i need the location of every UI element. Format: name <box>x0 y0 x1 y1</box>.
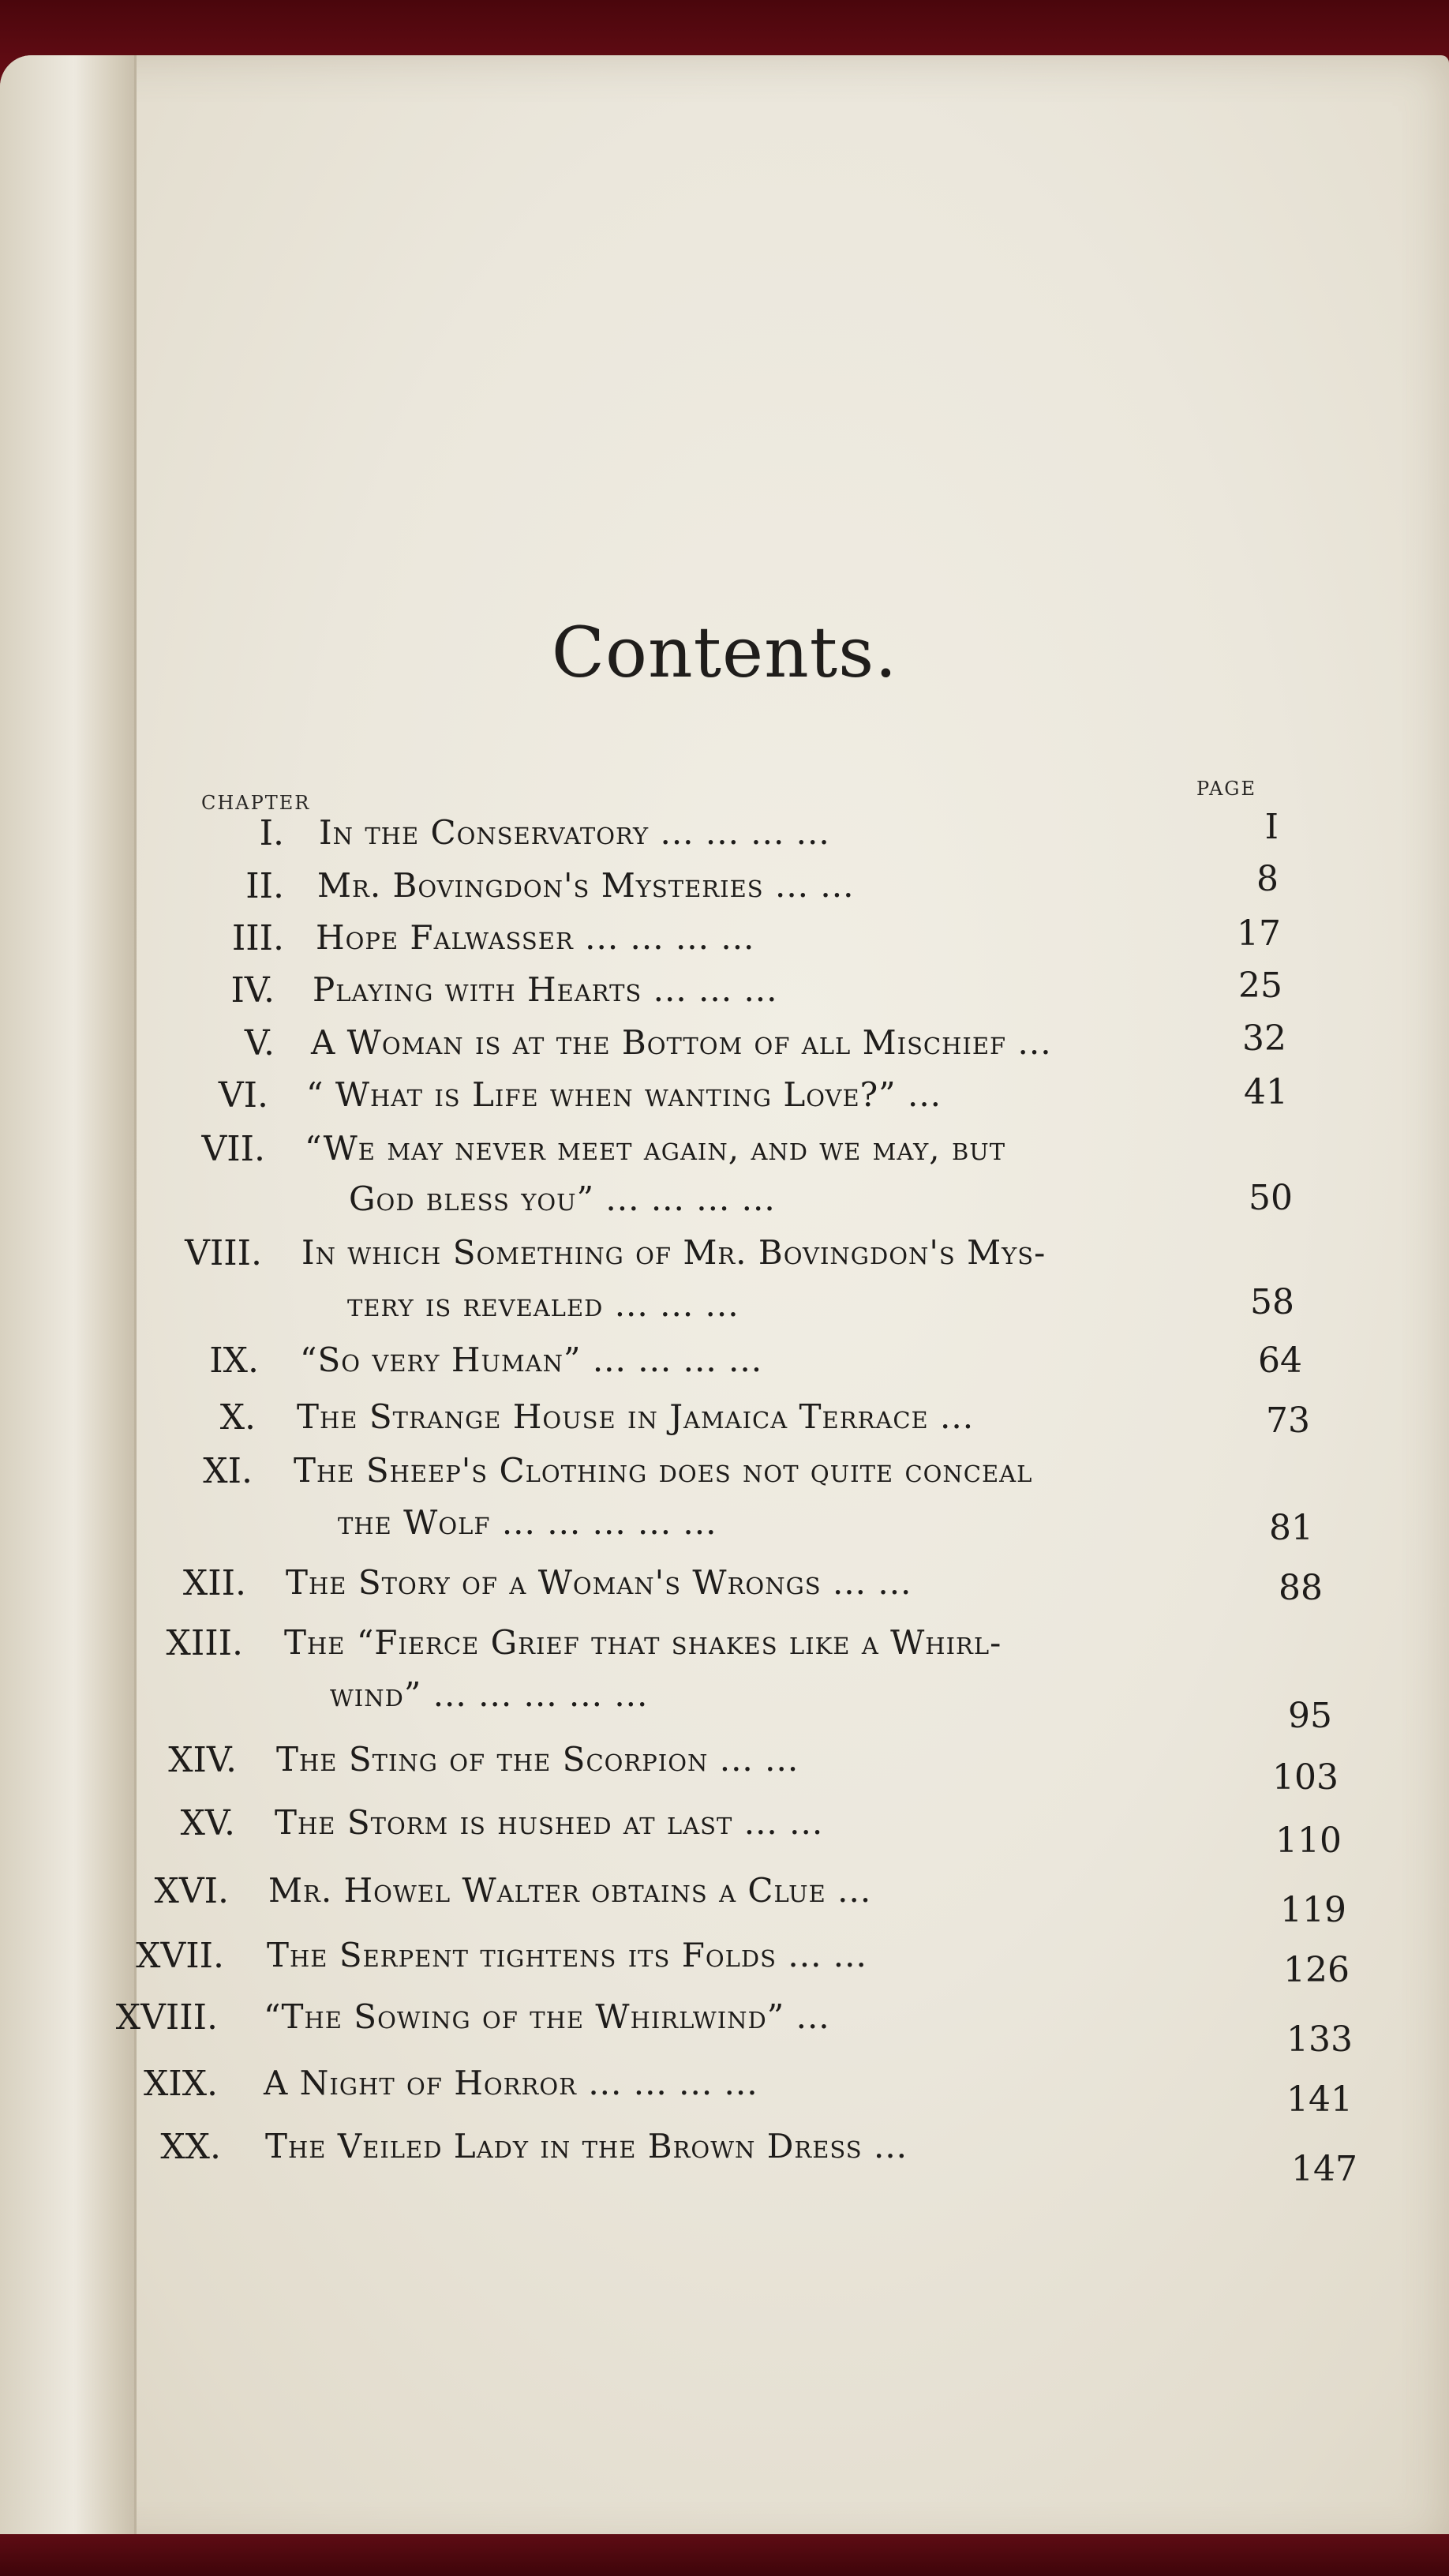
page-number: 103 <box>1272 1757 1339 1798</box>
page-number: 141 <box>1286 2079 1353 2120</box>
page-number: 147 <box>1291 2149 1357 2189</box>
chapter-number: XIII. <box>166 1623 243 1663</box>
chapter-title: The Veiled Lady in the Brown Dress ... <box>265 2127 908 2165</box>
chapter-title-continued: the Wolf ... ... ... ... ... <box>338 1503 717 1542</box>
chapter-number: XIV. <box>168 1740 237 1780</box>
page-number: 50 <box>1249 1178 1293 1218</box>
chapter-number: XI. <box>203 1451 253 1491</box>
chapter-title: The Storm is hushed at last ... ... <box>275 1803 824 1842</box>
chapter-number: V. <box>244 1023 275 1063</box>
page-number: 64 <box>1258 1340 1302 1381</box>
chapter-title: “So very Human” ... ... ... ... <box>300 1340 763 1379</box>
chapter-number: I. <box>259 813 284 853</box>
page-number: 41 <box>1244 1072 1288 1112</box>
chapter-column-label: CHAPTER <box>201 792 311 814</box>
chapter-title: The Serpent tightens its Folds ... ... <box>267 1936 867 1974</box>
page-number: 126 <box>1283 1950 1350 1990</box>
page-number: 95 <box>1288 1696 1332 1736</box>
chapter-title-continued: God bless you” ... ... ... ... <box>349 1179 776 1218</box>
chapter-title: Hope Falwasser ... ... ... ... <box>316 918 755 957</box>
page-number: 17 <box>1237 913 1281 954</box>
chapter-title: In which Something of Mr. Bovingdon's Mys- <box>301 1233 1046 1272</box>
chapter-title: The “Fierce Grief that shakes like a Whirl- <box>284 1623 1002 1662</box>
chapter-title: “We may never meet again, and we may, but <box>305 1129 1006 1168</box>
chapter-number: IV. <box>230 970 275 1011</box>
chapter-title-continued: wind” ... ... ... ... ... <box>330 1675 649 1714</box>
page-number: 25 <box>1238 966 1282 1006</box>
page-number: 133 <box>1286 2019 1353 2060</box>
chapter-title: The Sting of the Scorpion ... ... <box>276 1740 799 1779</box>
page-column-label: PAGE <box>1196 778 1256 800</box>
chapter-title: In the Conservatory ... ... ... ... <box>319 813 830 852</box>
page-number: 88 <box>1279 1568 1323 1608</box>
page-number: 8 <box>1256 859 1279 899</box>
chapter-title-continued: tery is revealed ... ... ... <box>347 1285 739 1324</box>
chapter-number: VI. <box>218 1075 268 1116</box>
chapter-number: VIII. <box>185 1233 262 1273</box>
chapter-number: XVII. <box>136 1936 224 1976</box>
page-number: I <box>1264 807 1279 847</box>
chapter-title: A Night of Horror ... ... ... ... <box>264 2064 758 2102</box>
chapter-title: Mr. Howel Walter obtains a Clue ... <box>268 1871 872 1910</box>
chapter-number: XIX. <box>143 2064 218 2104</box>
page-number: 32 <box>1242 1018 1286 1059</box>
chapter-number: III. <box>231 918 284 958</box>
chapter-number: XX. <box>160 2127 221 2167</box>
page-number: 110 <box>1275 1820 1342 1861</box>
chapter-title: Playing with Hearts ... ... ... <box>313 970 778 1009</box>
page-number: 58 <box>1250 1282 1294 1322</box>
chapter-number: IX. <box>209 1340 259 1381</box>
chapter-title: The Story of a Woman's Wrongs ... ... <box>286 1563 912 1602</box>
chapter-number: II. <box>245 866 284 906</box>
chapter-number: X. <box>219 1397 256 1438</box>
chapter-title: “The Sowing of the Whirlwind” ... <box>264 1997 830 2036</box>
chapter-title: “ What is Life when wanting Love?” ... <box>306 1075 942 1114</box>
page-number: 73 <box>1266 1400 1310 1441</box>
chapter-title: A Woman is at the Bottom of all Mischief ... <box>311 1023 1052 1062</box>
chapter-number: XV. <box>180 1803 235 1843</box>
chapter-number: VII. <box>201 1129 265 1169</box>
chapter-number: XVIII. <box>115 1997 218 2038</box>
chapter-number: XVI. <box>154 1871 229 1911</box>
page-number: 119 <box>1280 1890 1346 1930</box>
page-title: Contents. <box>551 612 898 693</box>
page-number: 81 <box>1269 1508 1313 1548</box>
chapter-title: Mr. Bovingdon's Mysteries ... ... <box>317 866 855 905</box>
chapter-number: XII. <box>182 1563 246 1603</box>
chapter-title: The Sheep's Clothing does not quite conceal <box>294 1451 1033 1490</box>
chapter-title: The Strange House in Jamaica Terrace ... <box>297 1397 975 1436</box>
